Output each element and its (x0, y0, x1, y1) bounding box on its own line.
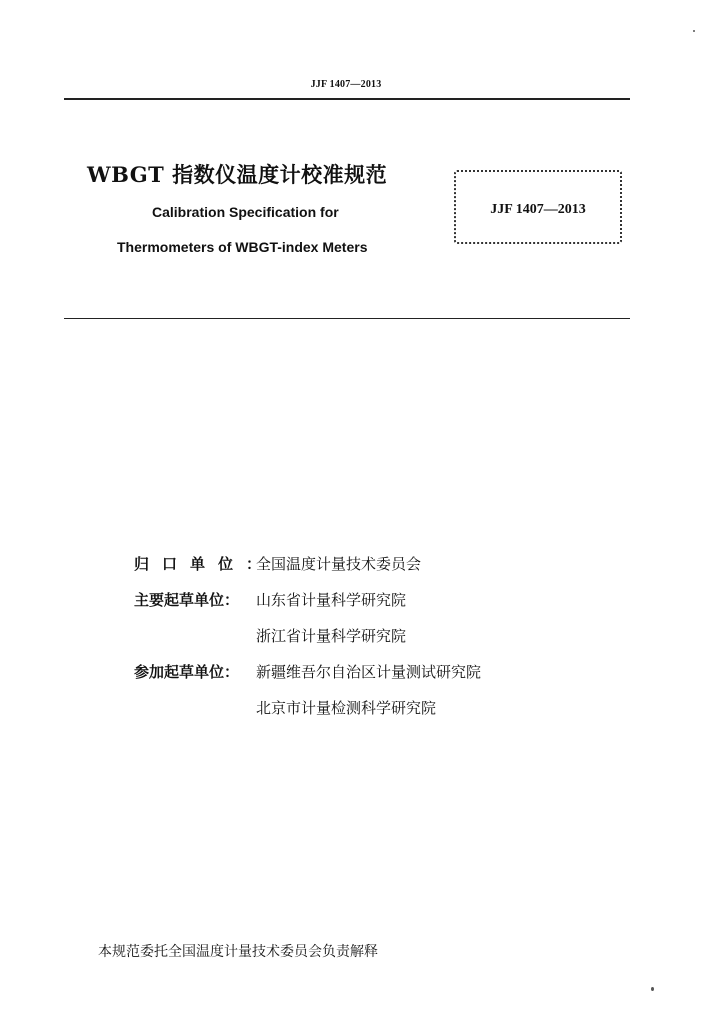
interpretation-note: 本规范委托全国温度计量技术委员会负责解释 (98, 944, 378, 960)
title-english-line1: Calibration Specification for (152, 204, 339, 220)
org-value-main-drafting-1: 山东省计量科学研究院 (256, 591, 407, 609)
org-value-participating-2: 北京市计量检测科学研究院 (256, 699, 437, 717)
header-rule (64, 98, 630, 100)
org-label-participating: 参加起草单位： (134, 663, 240, 681)
org-value-participating-1: 新疆维吾尔自治区计量测试研究院 (256, 663, 482, 681)
title-chinese: WBGT 指数仪温度计校准规范 (87, 162, 388, 187)
document-code-box (454, 170, 622, 244)
scan-speck (693, 30, 695, 32)
header-document-code: JJF 1407—2013 (310, 79, 382, 90)
title-english-line2: Thermometers of WBGT-index Meters (117, 239, 368, 255)
document-code-box-text: JJF 1407—2013 (490, 202, 586, 217)
org-label-responsible: 归口单位： (134, 555, 275, 573)
org-value-responsible: 全国温度计量技术委员会 (256, 555, 422, 573)
org-value-main-drafting-2: 浙江省计量科学研究院 (256, 627, 407, 645)
scan-speck (651, 987, 654, 991)
title-rule (64, 318, 630, 319)
org-label-main-drafting: 主要起草单位： (134, 591, 240, 609)
